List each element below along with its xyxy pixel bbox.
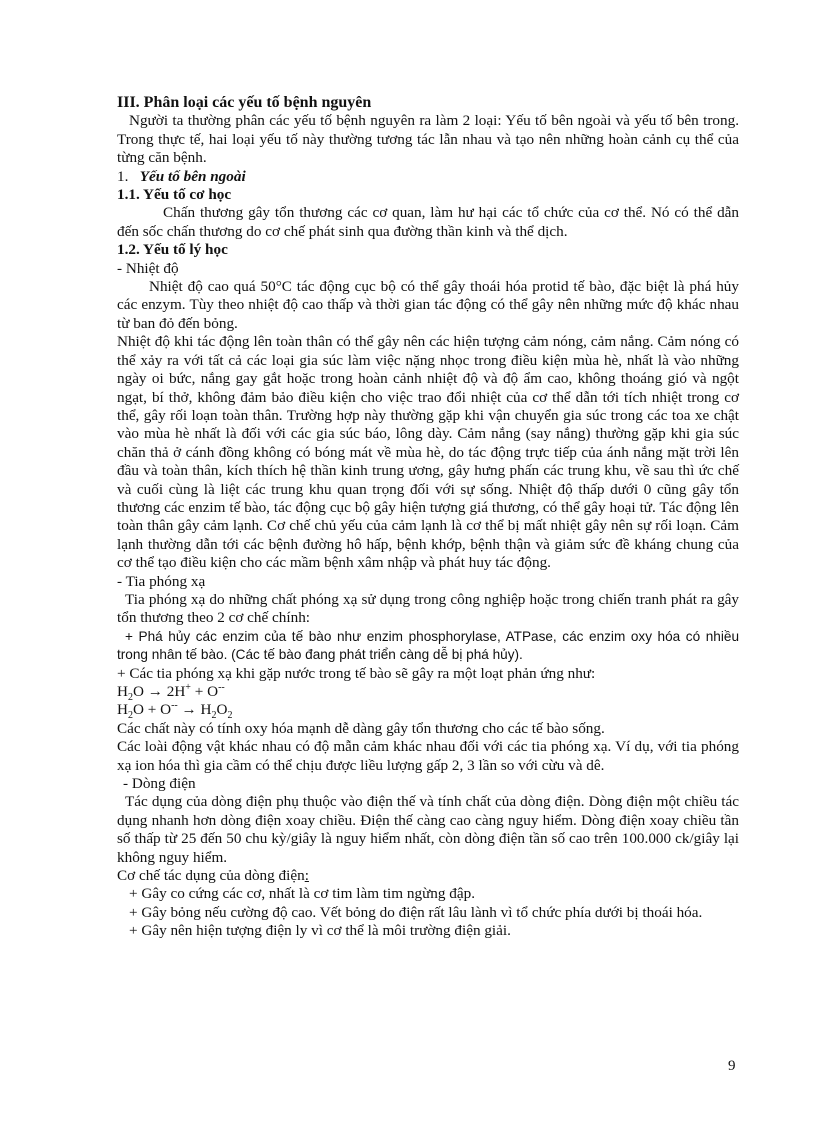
subsection-1-title: [117, 168, 739, 186]
equation-1: $H_2O \to 2H^+ + O^{--}$: [117, 681, 225, 704]
radiation-paragraph-2: Các chất này có tính oxy hóa mạnh dễ dàng gây tổn thương cho các tế bào sống.: [117, 719, 605, 737]
temperature-paragraph-2: Nhiệt độ khi tác động lên toàn thân có thể gây nên các hiện tượng cảm nóng, cảm nắng. Cảm nóng có thể xảy ra với tất cả các loại gia súc làm việc nặng nhọc trong điều kiện mùa hè, nhất là vào những ngày oi bức, nắng gay gắt hoặc trong hoàn cảnh nhiệt độ và độ ẩm cao, không thoáng gió và ngột ngạt, bí thở, không đảm bảo điều kiện cho việc trao đổi nhiệt của cơ thể dẫn tới tích nhiệt trong cơ thể, gây rối loạn toàn thân. Trường hợp này thường gặp khi vận chuyển gia súc trong các toa xe chật vào mùa hè nhất là đối với các gia súc báo, lông dày. Cảm nắng (say nắng) thường gặp khi gia súc chăn thả ở cánh đồng không có bóng mát về mùa hè, do tác động trực tiếp của ánh nắng mặt trời lên đầu và toàn thân, kích thích hệ thần kinh trung ương, gây hưng phấn các trung khu, về sau thì ức chế và cuối cùng là liệt các trung khu quan trọng đối với sự sống. Nhiệt độ thấp dưới 0 cũng gây tổn thương các enzim tế bào, tác động cục bộ gây hiện tượng giá thương, có thể gây hoại tử. Tác động lên toàn thân gây cảm lạnh. Cơ chế chủ yếu của cảm lạnh là cơ thể bị mất nhiệt gây nên sự rối loạn. Cảm lạnh thường dẫn tới các bệnh đường hô hấp, bệnh khớp, bệnh thận và giảm sức đề kháng chung của cơ thể tạo điều kiện cho các mầm bệnh xâm nhập và phát huy tác động.: [117, 333, 739, 572]
electricity-label: - Dòng điện: [123, 775, 196, 793]
radiation-bullet-1-text: + Phá hủy các enzim của tế bào như enzim phosphorylase, ATPase, các enzim oxy hóa có nhiều trong nhân tế bào. (Các tế bào đang phát triển càng dễ bị phá hủy).: [117, 628, 739, 663]
section-title: III. Phân loại các yếu tố bệnh nguyên: [117, 94, 372, 111]
electricity-bullet-2: + Gây bỏng nếu cường độ cao. Vết bỏng do điện rất lâu lành vì tổ chức phía dưới bị thoái hóa.: [129, 903, 703, 921]
equation-2: $H_2O + O^{--} \to H_2O_2$: [117, 700, 233, 722]
radiation-bullet-2: + Các tia phóng xạ khi gặp nước trong tế bào sẽ gây ra một loạt phản ứng như:: [117, 664, 596, 682]
intro-paragraph: Người ta thường phân các yếu tố bệnh nguyên ra làm 2 loại: Yếu tố bên ngoài và yếu tố bên trong. Trong thực tế, hai loại yếu tố này thường tương tác lẫn nhau và tạo nên những hoàn cảnh cụ thể của từng căn bệnh.: [117, 112, 739, 167]
radiation-label: - Tia phóng xạ: [117, 572, 206, 590]
radiation-bullet-1: [117, 628, 739, 665]
arrow-icon: →: [147, 683, 163, 700]
electricity-mechanism-label: Cơ chế tác dụng của dòng điện:: [117, 867, 309, 885]
document-page: [117, 94, 739, 941]
subsection-1-label: Yếu tố bên ngoài: [139, 167, 246, 185]
electricity-bullet-3: + Gây nên hiện tượng điện ly vì cơ thể là môi trường điện giải.: [129, 922, 511, 940]
electricity-paragraph-1: Tác dụng của dòng điện phụ thuộc vào điện thế và tính chất của dòng điện. Dòng điện một chiều tác dụng nhanh hơn dòng điện xoay chiều. Điện thế càng cao càng nguy hiểm. Dòng điện xoay chiều tần số thấp từ 25 đến 50 chu kỳ/giây là nguy hiểm nhất, còn dòng điện tần số cao trên 100.000 ck/giây lại không nguy hiểm.: [117, 793, 739, 866]
radiation-paragraph-3: Các loài động vật khác nhau có độ mẫn cảm khác nhau đối với các tia phóng xạ. Ví dụ, với tia phóng xạ ion hóa thì gia cầm có thể chịu được liều lượng gấp 2, 3 lần so với cừu và dê.: [117, 738, 739, 774]
subsection-1-number: 1.: [117, 167, 129, 185]
subsection-1-1-title: 1.1. Yếu tố cơ học: [117, 186, 232, 204]
subsection-1-1-text: Chấn thương gây tổn thương các cơ quan, làm hư hại các tổ chức của cơ thể. Nó có thể dẫn đến sốc chấn thương do cơ chế phát sinh qua đường thần kinh và thể dịch.: [117, 204, 739, 240]
radiation-paragraph-1: Tia phóng xạ do những chất phóng xạ sử dụng trong công nghiệp hoặc trong chiến tranh phát ra gây tổn thương theo 2 cơ chế chính:: [117, 590, 739, 627]
electricity-bullet-1: + Gây co cứng các cơ, nhất là cơ tim làm tim ngừng đập.: [129, 885, 476, 903]
subsection-1-2-title: 1.2. Yếu tố lý học: [117, 241, 228, 259]
temperature-paragraph-1: Nhiệt độ cao quá 50°C tác động cục bộ có thể gây thoái hóa protid tế bào, đặc biệt là phá hủy các enzym. Tùy theo nhiệt độ cao thấp và thời gian tác động có thể gây nên những mức độ khác nhau từ ban đỏ đến bỏng.: [117, 278, 739, 332]
arrow-icon: →: [181, 701, 197, 719]
temperature-label: - Nhiệt độ: [117, 259, 179, 277]
page-number: 9: [728, 1058, 736, 1074]
